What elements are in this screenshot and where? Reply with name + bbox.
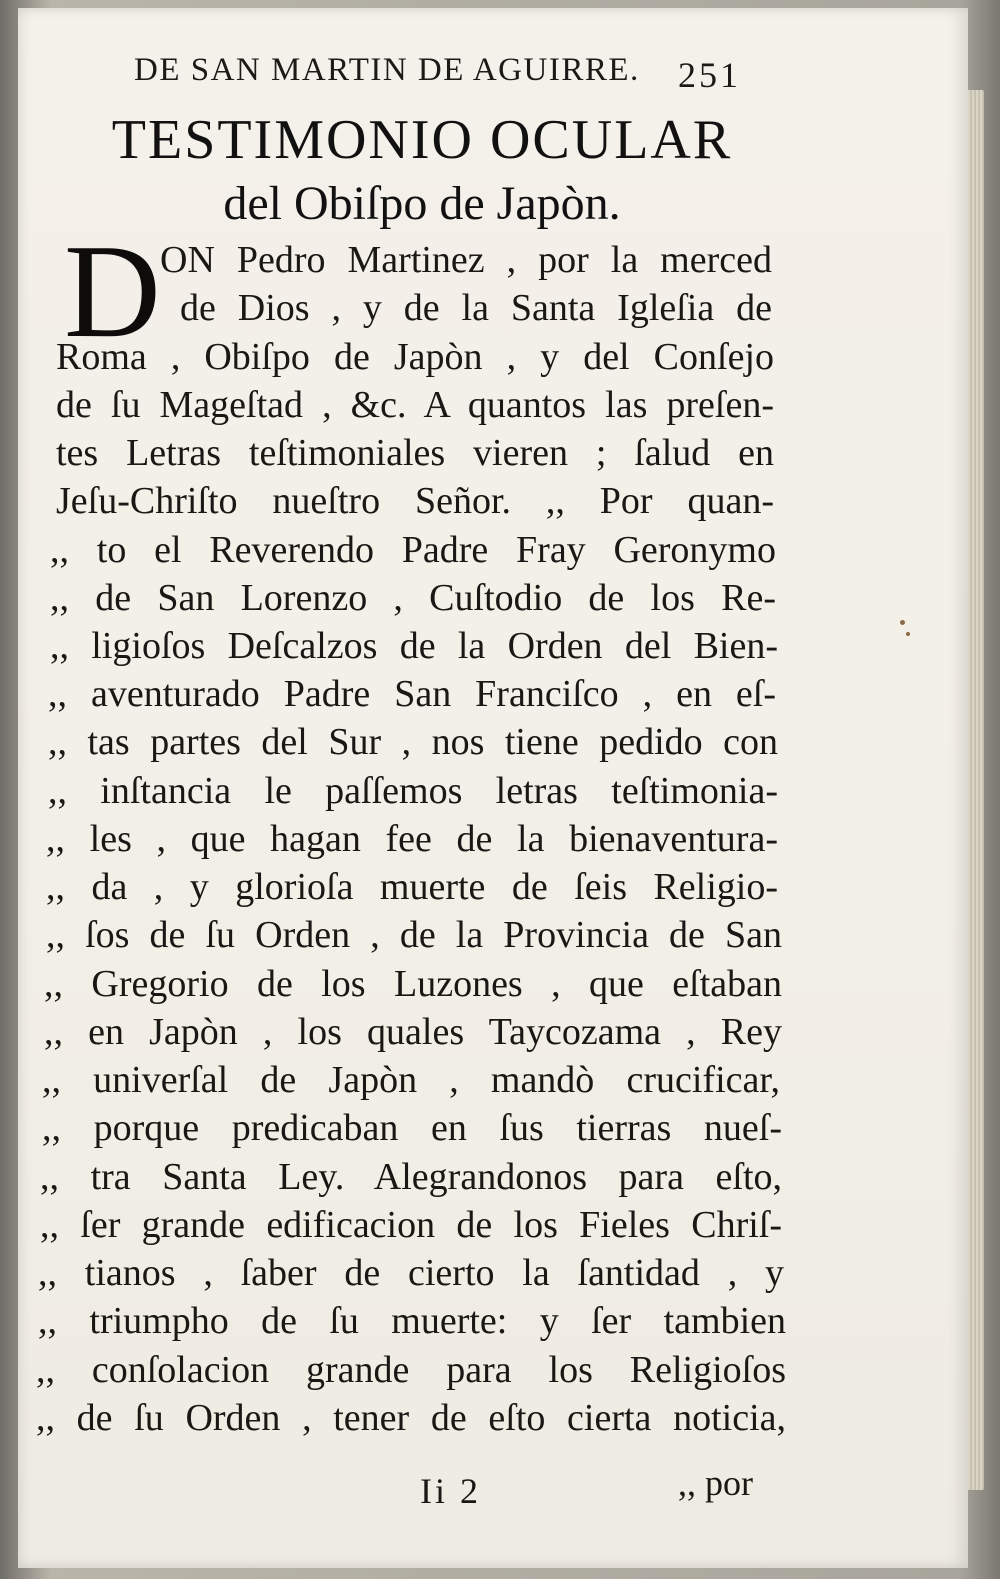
paper-foxing (906, 632, 910, 636)
body-line: de ſu Mageſtad , &c. A quantos las preſen- (56, 384, 774, 426)
body-line: ,, to el Reverendo Padre Fray Geronymo (50, 529, 776, 571)
body-line: ,, tianos , ſaber de cierto la ſantidad , y (38, 1252, 784, 1294)
body-line: ,, inſtancia le paſſemos letras teſtimonia- (48, 770, 778, 812)
signature-mark: Ii 2 (420, 1471, 481, 1511)
catchword: ,, por (678, 1463, 753, 1503)
body-line: ,, ſer grande edificacion de los Fieles Chriſ- (40, 1204, 782, 1246)
section-title: TESTIMONIO OCULAR (111, 109, 733, 171)
body-line: ,, tas partes del Sur , nos tiene pedido con (48, 721, 778, 763)
body-line: ,, da , y glorioſa muerte de ſeis Religio- (46, 866, 778, 908)
body-line: ,, Gregorio de los Luzones , que eſtaban (44, 963, 782, 1005)
body-line: ,, conſolacion grande para los Religioſos (36, 1349, 786, 1391)
body-line: ,, porque predicaban en ſus tierras nueſ- (42, 1107, 782, 1149)
paper-foxing (900, 620, 905, 625)
body-line: de Dios , y de la Santa Igleſia de (180, 287, 772, 329)
body-line: Jeſu-Chriſto nueſtro Señor. ,, Por quan- (56, 480, 774, 522)
body-line: ON Pedro Martinez , por la merced (160, 239, 772, 281)
body-line: tes Letras teſtimoniales vieren ; ſalud en (56, 432, 774, 474)
body-line: ,, aventurado Padre San Franciſco , en eſ- (48, 673, 776, 715)
body-line: ,, les , que hagan fee de la bienaventura- (46, 818, 778, 860)
section-subtitle: del Obiſpo de Japòn. (223, 177, 621, 230)
drop-cap: D (64, 217, 161, 365)
body-line: ,, ligioſos Deſcalzos de la Orden del Bien- (50, 625, 778, 667)
running-head: DE SAN MARTIN DE AGUIRRE. (134, 52, 640, 88)
page-number: 251 (678, 55, 741, 95)
body-line: ,, en Japòn , los quales Taycozama , Rey (44, 1011, 782, 1053)
body-line: ,, de ſu Orden , tener de eſto cierta noticia, (36, 1397, 786, 1439)
body-line: ,, univerſal de Japòn , mandò crucificar, (42, 1059, 780, 1101)
body-line: ,, tra Santa Ley. Alegrandonos para eſto, (40, 1156, 782, 1198)
body-line: ,, ſos de ſu Orden , de la Provincia de San (46, 914, 782, 956)
body-line: ,, de San Lorenzo , Cuſtodio de los Re- (50, 577, 776, 619)
body-line: ,, triumpho de ſu muerte: y ſer tambien (38, 1300, 786, 1342)
body-line: Roma , Obiſpo de Japòn , y del Conſejo (56, 336, 774, 378)
